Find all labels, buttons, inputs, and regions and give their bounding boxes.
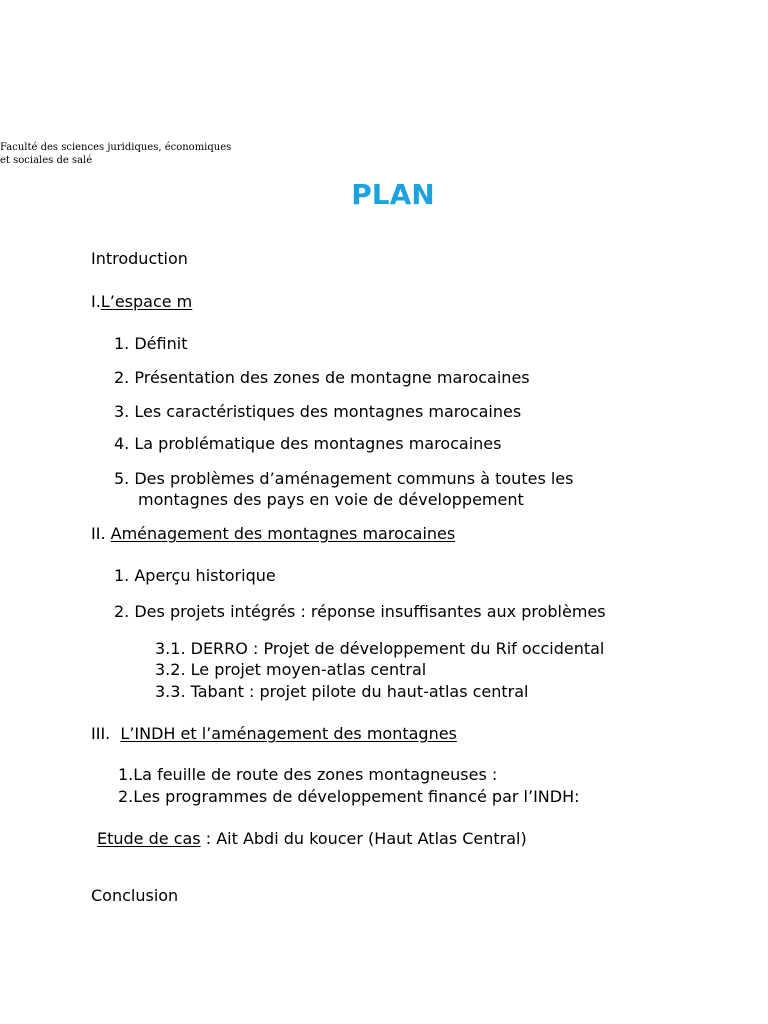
part3-item-1 bbox=[118, 765, 497, 785]
part3-title: L’INDH et l’aménagement des montagnes bbox=[120, 724, 457, 743]
part1-title: L’espace m bbox=[100, 292, 193, 311]
list-item-text: Les caractéristiques des montagnes marocaines bbox=[134, 402, 522, 421]
part1-item-1 bbox=[114, 334, 187, 354]
list-item-text: La feuille de route des zones montagneuses : bbox=[133, 765, 498, 784]
part2-item-1 bbox=[114, 566, 276, 586]
part1-prefix: I. bbox=[91, 292, 101, 311]
part2-heading bbox=[91, 524, 455, 544]
part1-item-2 bbox=[114, 368, 530, 388]
part2-title: Aménagement des montagnes marocaines bbox=[110, 524, 456, 543]
list-number: 1. bbox=[118, 765, 134, 784]
part3-item-2 bbox=[118, 787, 580, 807]
list-item-text: Tabant : projet pilote du haut-atlas central bbox=[190, 682, 529, 701]
list-number: 2. bbox=[114, 368, 130, 387]
part1-heading bbox=[91, 292, 192, 312]
part2-subitem-1 bbox=[155, 639, 604, 659]
part1-item-5-continuation: montagnes des pays en voie de développement bbox=[138, 490, 524, 509]
list-number: 1. bbox=[114, 566, 130, 585]
case-study-line bbox=[97, 829, 527, 849]
part2-subitem-2 bbox=[155, 660, 426, 680]
list-item-text: Des projets intégrés : réponse insuffisantes aux problèmes bbox=[134, 602, 606, 621]
list-item-text: Présentation des zones de montagne marocaines bbox=[134, 368, 530, 387]
list-number: 3.3. bbox=[155, 682, 186, 701]
conclusion-heading: Conclusion bbox=[91, 886, 179, 905]
list-number: 2. bbox=[114, 602, 130, 621]
faculty-name-line2: et sociales de salé bbox=[0, 155, 93, 166]
list-number: 4. bbox=[114, 434, 130, 453]
list-number: 5. bbox=[114, 469, 130, 488]
case-study-text: : Ait Abdi du koucer (Haut Atlas Central) bbox=[200, 829, 527, 848]
page-title: PLAN bbox=[351, 178, 435, 211]
list-number: 3.2. bbox=[155, 660, 186, 679]
part2-subitem-3 bbox=[155, 682, 529, 702]
list-item-text: Définit bbox=[134, 334, 188, 353]
part1-item-4 bbox=[114, 434, 501, 454]
list-item-text: Des problèmes d’aménagement communs à toutes les bbox=[134, 469, 574, 488]
list-number: 1. bbox=[114, 334, 130, 353]
introduction-heading: Introduction bbox=[91, 249, 188, 268]
part2-item-2 bbox=[114, 602, 606, 622]
list-number: 2. bbox=[118, 787, 134, 806]
list-item-text: La problématique des montagnes marocaines bbox=[134, 434, 502, 453]
part3-heading bbox=[91, 724, 457, 744]
list-number: 3.1. bbox=[155, 639, 186, 658]
list-number: 3. bbox=[114, 402, 130, 421]
case-study-label: Etude de cas bbox=[97, 829, 201, 848]
list-item-text: Le projet moyen-atlas central bbox=[190, 660, 427, 679]
part1-item-5 bbox=[114, 469, 573, 489]
list-item-text: Les programmes de développement financé par l’INDH: bbox=[133, 787, 580, 806]
list-item-text: DERRO : Projet de développement du Rif occidental bbox=[190, 639, 605, 658]
part2-prefix: II. bbox=[91, 524, 106, 543]
part3-prefix: III. bbox=[91, 724, 111, 743]
part1-item-3 bbox=[114, 402, 521, 422]
faculty-name-line1: Faculté des sciences juridiques, économiques bbox=[0, 142, 232, 153]
list-item-text: Aperçu historique bbox=[134, 566, 276, 585]
